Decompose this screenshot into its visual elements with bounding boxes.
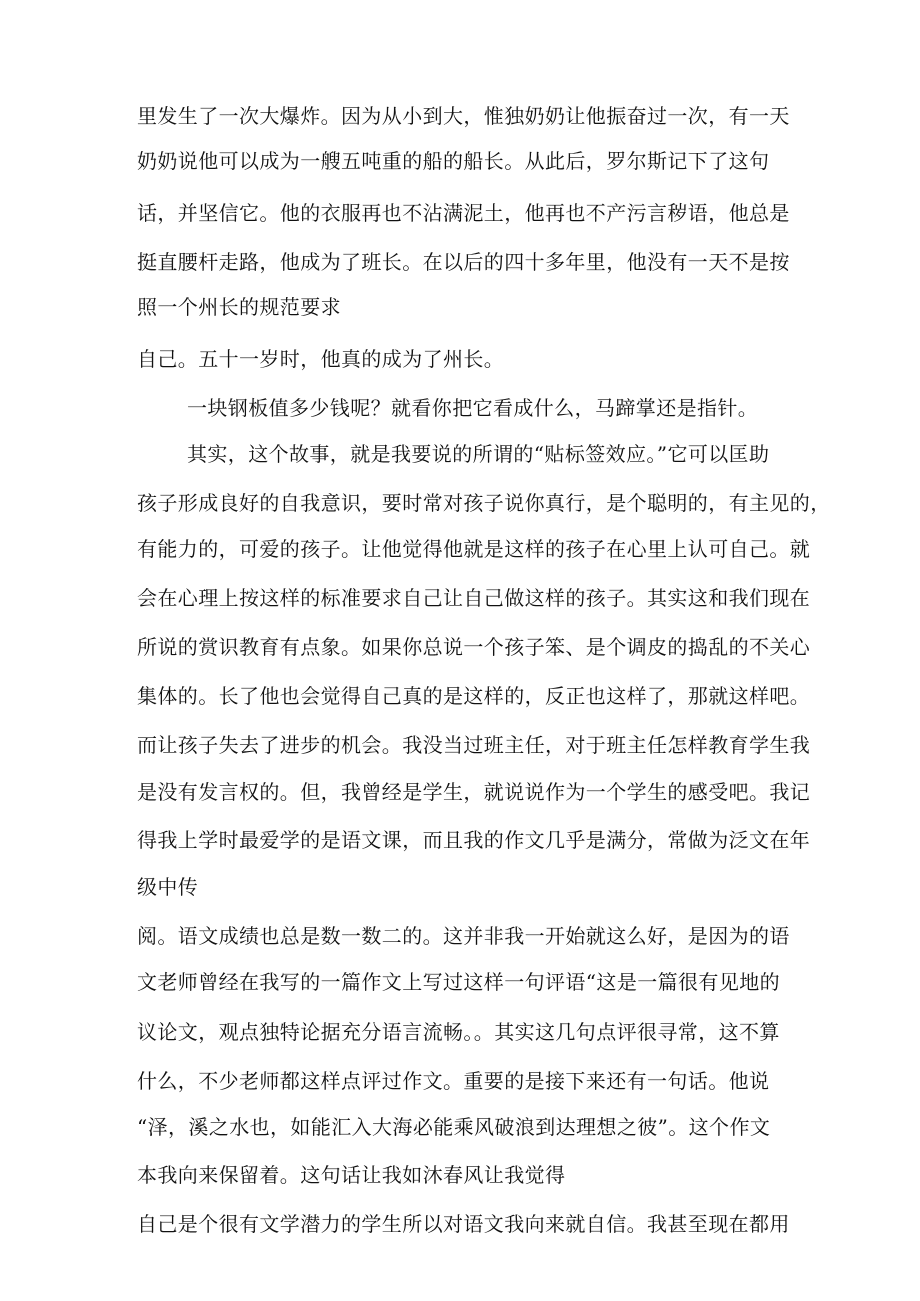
text-line: 什么，不少老师都这样点评过作文。重要的是接下来还有一句话。他说 (137, 1069, 770, 1093)
text-line: 其实，这个故事，就是我要说的所谓的“贴标签效应。”它可以匡助 (187, 442, 770, 466)
text-line: 集体的。长了他也会觉得自己真的是这样的，反正也这样了，那就这样吧。 (137, 684, 811, 708)
text-line: 挺直腰杆走路，他成为了班长。在以后的四十多年里，他没有一天不是按 (137, 250, 790, 274)
text-line: 奶奶说他可以成为一艘五吨重的船的船长。从此后，罗尔斯记下了这句 (137, 149, 770, 173)
text-line: 本我向来保留着。这句话让我如沐春风让我觉得 (137, 1163, 566, 1187)
text-line: 一块钢板值多少钱呢？就看你把它看成什么，马蹄掌还是指针。 (187, 396, 759, 420)
text-line: 级中传 (137, 875, 199, 899)
text-line: 而让孩子失去了进步的机会。我没当过班主任，对于班主任怎样教育学生我 (137, 733, 811, 757)
text-line: 得我上学时最爱学的是语文课，而且我的作文几乎是满分，常做为泛文在年 (137, 828, 811, 852)
text-line: 有能力的，可爱的孩子。让他觉得他就是这样的孩子在心里上认可自己。就 (137, 537, 811, 561)
text-line: 话，并坚信它。他的衣服再也不沾满泥土，他再也不产污言秽语，他总是 (137, 201, 790, 225)
text-line: 里发生了一次大爆炸。因为从小到大，惟独奶奶让他振奋过一次，有一天 (137, 104, 790, 128)
text-line: 是没有发言权的。但，我曾经是学生，就说说作为一个学生的感受吧。我记 (137, 780, 811, 804)
text-line: 会在心理上按这样的标准要求自己让自己做这样的孩子。其实这和我们现在 (137, 586, 811, 610)
text-line: 自己。五十一岁时，他真的成为了州长。 (137, 347, 505, 371)
text-line: 议论文，观点独特论据充分语言流畅。。其实这几句点评很寻常，这不算 (137, 1020, 780, 1044)
text-line: 孩子形成良好的自我意识，要时常对孩子说你真行，是个聪明的，有主见的， (137, 491, 831, 515)
text-line: 所说的赏识教育有点象。如果你总说一个孩子笨、是个调皮的捣乱的不关心 (137, 635, 811, 659)
text-line: 自己是个很有文学潜力的学生所以对语文我向来就自信。我甚至现在都用 (137, 1212, 790, 1236)
text-line: 阅。语文成绩也总是数一数二的。这并非我一开始就这么好，是因为的语 (137, 924, 790, 948)
text-line: “泽，溪之水也，如能汇入大海必能乘风破浪到达理想之彼”。这个作文 (137, 1115, 771, 1139)
text-line: 照一个州长的规范要求 (137, 295, 341, 319)
text-line: 文老师曾经在我写的一篇作文上写过这样一句评语“这是一篇很有见地的 (137, 970, 781, 994)
